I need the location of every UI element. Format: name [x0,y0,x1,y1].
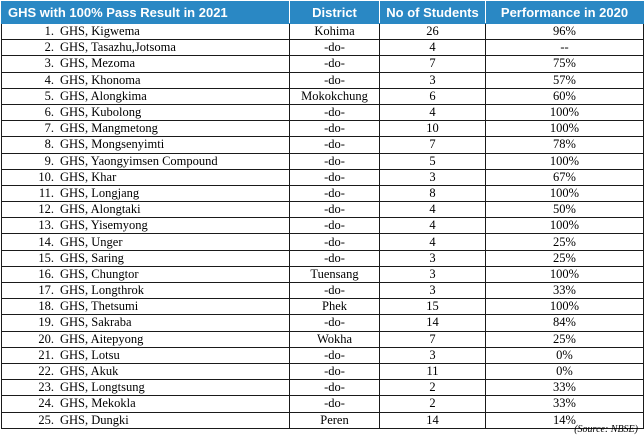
school-cell [2,250,290,266]
header-students: No of Students [380,2,486,24]
students-cell: 26 [380,24,486,40]
school-cell [2,218,290,234]
district-cell: -do- [290,56,380,72]
row-number: 4. [44,72,54,87]
school-cell [2,153,290,169]
school-name: GHS, Tasazhu,Jotsoma [60,40,176,55]
students-cell: 5 [380,153,486,169]
school-cell [2,137,290,153]
row-number: 12. [38,202,54,217]
students-cell: 2 [380,396,486,412]
school-cell [2,331,290,347]
district-cell: Mokokchung [290,88,380,104]
performance-cell: 100% [486,153,644,169]
performance-cell: 50% [486,202,644,218]
school-name: GHS, Sakraba [60,315,132,330]
students-cell: 14 [380,315,486,331]
header-school: GHS with 100% Pass Result in 2021 [2,2,290,24]
school-name: GHS, Longtsung [60,380,145,395]
row-number: 10. [38,169,54,184]
school-cell [2,169,290,185]
school-name: GHS, Yisemyong [60,218,148,233]
table-row [2,396,644,412]
results-table [1,1,644,429]
students-cell: 7 [380,331,486,347]
district-cell: -do- [290,169,380,185]
row-number: 7. [44,121,54,136]
table-row [2,250,644,266]
table-row [2,56,644,72]
students-cell: 4 [380,104,486,120]
students-cell: 3 [380,72,486,88]
school-name: GHS, Chungtor [60,266,139,281]
students-cell: 15 [380,299,486,315]
students-cell: 3 [380,266,486,282]
students-cell: 7 [380,137,486,153]
performance-cell: 100% [486,218,644,234]
performance-cell: 100% [486,121,644,137]
district-cell: -do- [290,347,380,363]
row-number: 25. [38,412,54,427]
table-row [2,299,644,315]
school-cell [2,56,290,72]
district-cell: -do- [290,396,380,412]
row-number: 14. [38,234,54,249]
table-row [2,88,644,104]
table-row [2,380,644,396]
school-name: GHS, Aitepyong [60,331,144,346]
header-district: District [290,2,380,24]
district-cell: -do- [290,185,380,201]
row-number: 19. [38,315,54,330]
table-row [2,137,644,153]
school-cell [2,88,290,104]
school-name: GHS, Mangmetong [60,121,158,136]
row-number: 15. [38,250,54,265]
table-row [2,40,644,56]
school-name: GHS, Kigwema [60,24,140,39]
row-number: 2. [44,40,54,55]
school-name: GHS, Mongsenyimti [60,137,165,152]
students-cell: 8 [380,185,486,201]
school-cell [2,72,290,88]
district-cell: -do- [290,72,380,88]
district-cell: -do- [290,250,380,266]
performance-cell: 33% [486,396,644,412]
district-cell: -do- [290,234,380,250]
row-number: 6. [44,105,54,120]
school-name: GHS, Alongkima [60,88,147,103]
school-cell [2,121,290,137]
school-cell [2,266,290,282]
students-cell: 10 [380,121,486,137]
school-cell [2,380,290,396]
table-row [2,412,644,428]
table-row [2,185,644,201]
row-number: 1. [44,24,54,39]
school-name: GHS, Thetsumi [60,299,139,314]
school-name: GHS, Khar [60,169,117,184]
district-cell: -do- [290,380,380,396]
performance-cell: 100% [486,266,644,282]
performance-cell: 33% [486,380,644,396]
school-name: GHS, Longjang [60,185,140,200]
school-name: GHS, Lotsu [60,347,120,362]
performance-cell: 14% [486,412,644,428]
row-number: 9. [44,153,54,168]
table-row [2,169,644,185]
school-cell [2,363,290,379]
district-cell: Wokha [290,331,380,347]
table-row [2,234,644,250]
district-cell: -do- [290,202,380,218]
district-cell: Phek [290,299,380,315]
table-header [2,2,644,24]
students-cell: 4 [380,234,486,250]
school-cell [2,185,290,201]
school-cell [2,412,290,428]
performance-cell: -- [486,40,644,56]
school-cell [2,234,290,250]
performance-cell: 67% [486,169,644,185]
students-cell: 6 [380,88,486,104]
table-row [2,315,644,331]
table-row [2,331,644,347]
table-row [2,153,644,169]
district-cell: -do- [290,104,380,120]
school-cell [2,315,290,331]
school-cell [2,299,290,315]
row-number: 11. [38,185,54,200]
students-cell: 14 [380,412,486,428]
school-cell [2,347,290,363]
district-cell: -do- [290,137,380,153]
table-row [2,202,644,218]
performance-cell: 25% [486,234,644,250]
district-cell: Tuensang [290,266,380,282]
school-name: GHS, Mezoma [60,56,135,71]
source-note: (Source: NBSE) [574,424,638,435]
students-cell: 3 [380,250,486,266]
school-name: GHS, Alongtaki [60,202,141,217]
performance-cell: 96% [486,24,644,40]
district-cell: Kohima [290,24,380,40]
district-cell: -do- [290,218,380,234]
students-cell: 4 [380,40,486,56]
table-row [2,72,644,88]
performance-cell: 25% [486,331,644,347]
district-cell: -do- [290,40,380,56]
row-number: 16. [38,266,54,281]
students-cell: 2 [380,380,486,396]
school-cell [2,40,290,56]
school-name: GHS, Dungki [60,412,129,427]
row-number: 8. [44,137,54,152]
students-cell: 3 [380,283,486,299]
performance-cell: 100% [486,104,644,120]
row-number: 20. [38,331,54,346]
row-number: 22. [38,364,54,379]
students-cell: 3 [380,347,486,363]
performance-cell: 0% [486,347,644,363]
row-number: 24. [38,396,54,411]
header-row [2,2,644,24]
school-name: GHS, Unger [60,234,123,249]
school-name: GHS, Mekokla [60,396,136,411]
school-cell [2,283,290,299]
table-row [2,24,644,40]
table-body [2,24,644,429]
students-cell: 11 [380,363,486,379]
performance-cell: 0% [486,363,644,379]
school-name: GHS, Saring [60,250,124,265]
performance-cell: 60% [486,88,644,104]
table-row [2,347,644,363]
school-name: GHS, Kubolong [60,105,142,120]
district-cell: -do- [290,153,380,169]
table-row [2,266,644,282]
school-name: GHS, Akuk [60,364,119,379]
table-row [2,104,644,120]
row-number: 23. [38,380,54,395]
table-row [2,218,644,234]
students-cell: 7 [380,56,486,72]
row-number: 21. [38,347,54,362]
students-cell: 3 [380,169,486,185]
table-row [2,121,644,137]
row-number: 5. [44,88,54,103]
school-cell [2,24,290,40]
school-cell [2,104,290,120]
performance-cell: 78% [486,137,644,153]
header-performance: Performance in 2020 [486,2,644,24]
performance-cell: 100% [486,299,644,315]
row-number: 3. [44,56,54,71]
performance-cell: 75% [486,56,644,72]
row-number: 17. [38,283,54,298]
district-cell: -do- [290,121,380,137]
district-cell: -do- [290,363,380,379]
performance-cell: 84% [486,315,644,331]
performance-cell: 33% [486,283,644,299]
school-name: GHS, Yaongyimsen Compound [60,153,218,168]
school-cell [2,396,290,412]
district-cell: -do- [290,283,380,299]
district-cell: -do- [290,315,380,331]
students-cell: 4 [380,202,486,218]
school-cell [2,202,290,218]
students-cell: 4 [380,218,486,234]
row-number: 13. [38,218,54,233]
row-number: 18. [38,299,54,314]
performance-cell: 100% [486,185,644,201]
school-name: GHS, Longthrok [60,283,145,298]
table-row [2,363,644,379]
district-cell: Peren [290,412,380,428]
table-row [2,283,644,299]
school-name: GHS, Khonoma [60,72,141,87]
performance-cell: 57% [486,72,644,88]
performance-cell: 25% [486,250,644,266]
